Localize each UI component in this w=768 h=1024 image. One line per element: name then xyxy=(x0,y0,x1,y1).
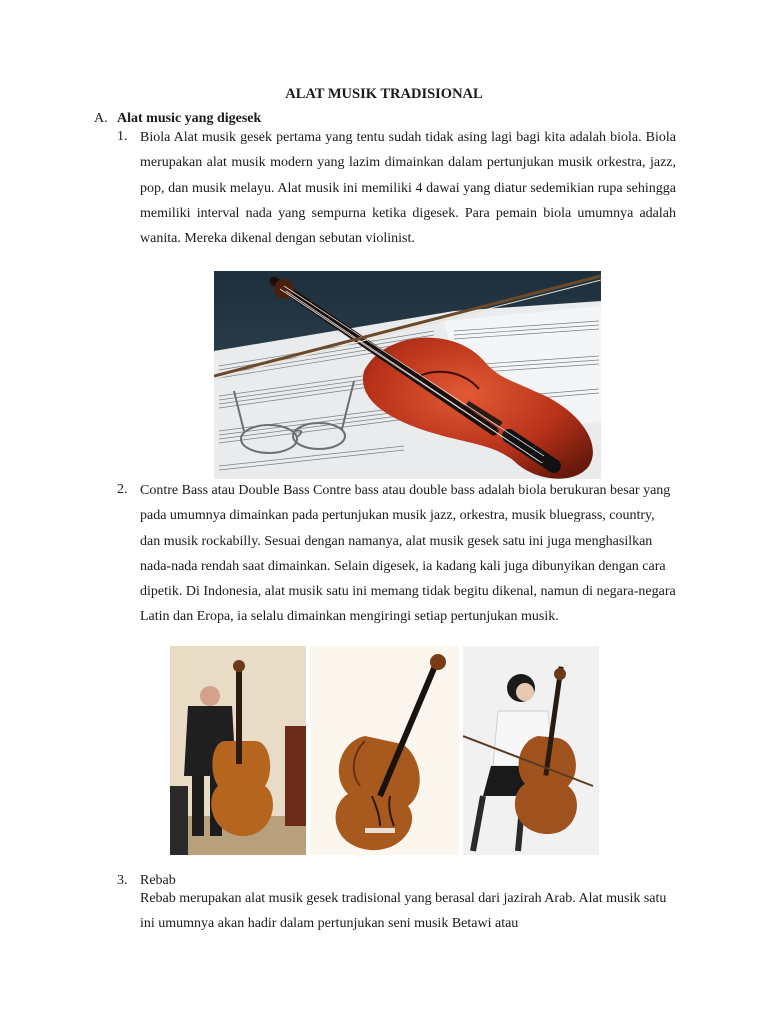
item-number: 2. xyxy=(117,482,128,497)
item-number: 3. xyxy=(117,873,128,888)
item-paragraph: Rebab merupakan alat musik gesek tradisional yang berasal dari jazirah Arab. Alat musik satu ini umumnya akan hadir dalam pertunjukan seni musik Betawi atau xyxy=(140,891,667,932)
item-paragraph: Biola Alat musik gesek pertama yang tentu sudah tidak asing lagi bagi kita adalah biola. Biola merupakan alat musik modern yang lazim dimainkan dalam pertunjukan musik orkestra, jazz, pop, dan musik melayu. Alat musik ini memiliki 4 dawai yang diatur sedemikian rupa sehingga memiliki interval nada yang sempurna ketika digesek. Para pemain biola umumnya adalah wanita. Mereka dikenal dengan sebutan violinist. xyxy=(140,130,676,247)
double-bass-player-photo xyxy=(170,646,306,855)
double-bass-instrument-photo xyxy=(310,646,459,855)
page-title: ALAT MUSIK TRADISIONAL xyxy=(285,86,483,102)
item-paragraph: Contre Bass atau Double Bass Contre bass atau double bass adalah biola berukuran besar yang pada umumnya dimainkan pada pertunjukan musik jazz, orkestra, musik bluegrass, country, dan musik rockabilly. Sesuai dengan namanya, alat musik gesek satu ini juga menghasilkan nada-nada rendah saat dimainkan. Selain digesek, ia kadang kali juga dibunyikan dengan cara dipetik. Di Indonesia, alat musik satu ini memang tidak begitu dikenal, namun di negara-negara Latin dan Eropa, ia selalu dimainkan mengiringi setiap pertunjukan musik. xyxy=(140,483,676,625)
cello-player-photo xyxy=(463,646,599,855)
section-title: Alat music yang digesek xyxy=(117,111,262,126)
section-letter: A. xyxy=(94,111,108,126)
violin-photo xyxy=(214,271,601,479)
item-number: 1. xyxy=(117,129,128,144)
item-heading: Rebab xyxy=(140,873,176,888)
